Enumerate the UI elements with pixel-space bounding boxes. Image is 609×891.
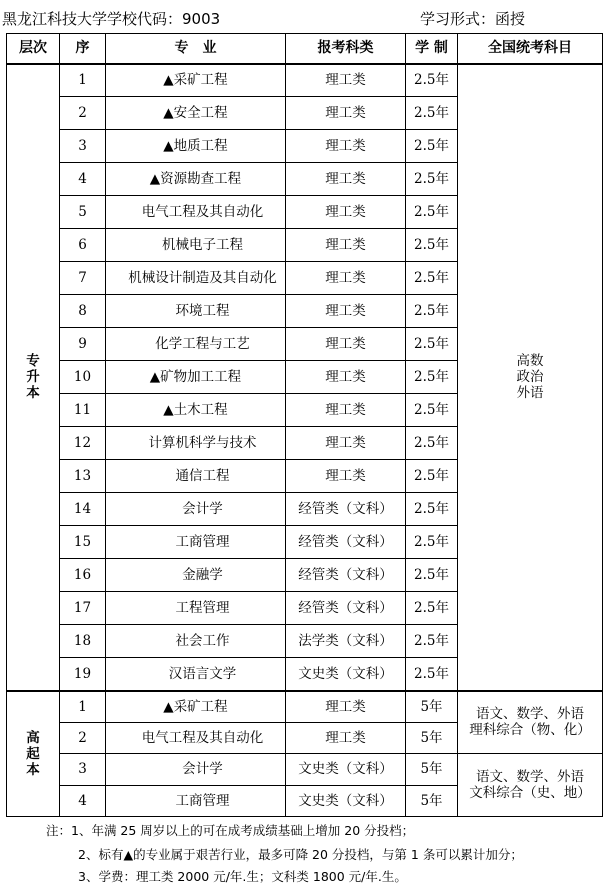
row-major: 电气工程及其自动化 — [106, 722, 286, 754]
note-1: 注：1、年满 25 周岁以上的可在成考成绩基础上增加 20 分投档； — [46, 823, 415, 838]
row-no: 14 — [60, 493, 106, 526]
row-category: 经管类（文科） — [286, 526, 406, 559]
row-no: 11 — [60, 394, 106, 427]
subject: 文科综合（史、地） — [469, 785, 591, 801]
table-header-row — [7, 34, 603, 64]
subject: 语文、数学、外语 — [476, 706, 584, 723]
row-major: 环境工程 — [106, 295, 286, 328]
row-category: 文史类（文科） — [286, 754, 406, 786]
row-duration: 5年 — [406, 691, 458, 723]
row-duration: 5年 — [406, 785, 458, 817]
row-duration: 2.5年 — [406, 328, 458, 361]
level-char: 起 — [26, 745, 40, 762]
row-major: 计算机科学与技术 — [106, 427, 286, 460]
col-header-level: 层次 — [7, 34, 60, 64]
row-duration: 2.5年 — [406, 130, 458, 163]
col-header-category: 报考科类 — [286, 34, 406, 64]
row-duration: 2.5年 — [406, 658, 458, 691]
row-duration: 2.5年 — [406, 625, 458, 658]
row-duration: 2.5年 — [406, 295, 458, 328]
table-row — [7, 64, 603, 97]
row-no: 4 — [60, 785, 106, 817]
row-duration: 2.5年 — [406, 394, 458, 427]
row-category: 理工类 — [286, 229, 406, 262]
row-major: ▲土木工程 — [106, 394, 286, 427]
row-duration: 2.5年 — [406, 196, 458, 229]
row-major: 机械设计制造及其自动化 — [106, 262, 286, 295]
row-major: 通信工程 — [106, 460, 286, 493]
row-duration: 2.5年 — [406, 493, 458, 526]
row-no: 2 — [60, 722, 106, 754]
level-gqb — [7, 691, 60, 817]
row-duration: 2.5年 — [406, 97, 458, 130]
row-major: ▲采矿工程 — [106, 64, 286, 97]
row-category: 文史类（文科） — [286, 658, 406, 691]
col-header-major: 专 业 — [106, 34, 286, 64]
row-category: 理工类 — [286, 361, 406, 394]
page-header — [0, 6, 609, 32]
row-major: 金融学 — [106, 559, 286, 592]
row-no: 4 — [60, 163, 106, 196]
subject: 高数 — [516, 353, 544, 369]
row-major: 会计学 — [106, 493, 286, 526]
row-major: ▲资源勘查工程 — [106, 163, 286, 196]
row-duration: 5年 — [406, 754, 458, 786]
row-no: 5 — [60, 196, 106, 229]
row-category: 理工类 — [286, 130, 406, 163]
row-major: ▲矿物加工工程 — [106, 361, 286, 394]
row-category: 理工类 — [286, 163, 406, 196]
level-char: 本 — [26, 761, 40, 778]
row-no: 7 — [60, 262, 106, 295]
level-zsb — [7, 64, 60, 691]
col-header-subjects: 全国统考科目 — [458, 34, 603, 64]
row-major: ▲地质工程 — [106, 130, 286, 163]
row-duration: 2.5年 — [406, 262, 458, 295]
row-no: 6 — [60, 229, 106, 262]
row-major: 机械电子工程 — [106, 229, 286, 262]
row-category: 理工类 — [286, 295, 406, 328]
row-major: 工商管理 — [106, 785, 286, 817]
row-no: 13 — [60, 460, 106, 493]
subject: 语文、数学、外语 — [476, 769, 584, 785]
row-category: 理工类 — [286, 394, 406, 427]
row-category: 理工类 — [286, 427, 406, 460]
table-row — [7, 691, 603, 723]
row-category: 理工类 — [286, 691, 406, 723]
row-no: 18 — [60, 625, 106, 658]
row-no: 12 — [60, 427, 106, 460]
row-category: 文史类（文科） — [286, 785, 406, 817]
row-major: 化学工程与工艺 — [106, 328, 286, 361]
row-major: 工商管理 — [106, 526, 286, 559]
row-category: 法学类（文科） — [286, 625, 406, 658]
row-category: 理工类 — [286, 196, 406, 229]
row-no: 1 — [60, 64, 106, 97]
col-header-duration: 学 制 — [406, 34, 458, 64]
row-no: 10 — [60, 361, 106, 394]
row-major: ▲安全工程 — [106, 97, 286, 130]
row-no: 17 — [60, 592, 106, 625]
subjects-zsb — [458, 64, 603, 691]
row-duration: 5年 — [406, 722, 458, 754]
row-duration: 2.5年 — [406, 427, 458, 460]
row-no: 1 — [60, 691, 106, 723]
row-major: 汉语言文学 — [106, 658, 286, 691]
subjects-gqb-sci — [458, 691, 603, 754]
row-duration: 2.5年 — [406, 559, 458, 592]
row-category: 经管类（文科） — [286, 493, 406, 526]
row-category: 理工类 — [286, 328, 406, 361]
row-no: 16 — [60, 559, 106, 592]
row-no: 2 — [60, 97, 106, 130]
row-duration: 2.5年 — [406, 64, 458, 97]
note-2: 2、标有▲的专业属于艰苦行业，最多可降 20 分投档，与第 1 条可以累计加分； — [78, 847, 523, 862]
subject: 外语 — [516, 385, 544, 401]
row-major: 工程管理 — [106, 592, 286, 625]
row-no: 15 — [60, 526, 106, 559]
row-duration: 2.5年 — [406, 163, 458, 196]
row-duration: 2.5年 — [406, 592, 458, 625]
row-category: 理工类 — [286, 460, 406, 493]
row-category: 理工类 — [286, 64, 406, 97]
row-no: 9 — [60, 328, 106, 361]
level-char: 本 — [26, 385, 40, 401]
row-major: 电气工程及其自动化 — [106, 196, 286, 229]
row-category: 理工类 — [286, 722, 406, 754]
row-no: 8 — [60, 295, 106, 328]
subject: 政治 — [516, 369, 544, 385]
row-major: ▲采矿工程 — [106, 691, 286, 723]
level-char: 升 — [26, 369, 40, 385]
admissions-table — [6, 33, 603, 817]
row-category: 经管类（文科） — [286, 592, 406, 625]
row-no: 3 — [60, 130, 106, 163]
row-category: 理工类 — [286, 97, 406, 130]
table-row — [7, 754, 603, 786]
note-3: 3、学费：理工类 2000 元/年.生；文科类 1800 元/年.生。 — [78, 869, 407, 884]
row-major: 会计学 — [106, 754, 286, 786]
row-no: 19 — [60, 658, 106, 691]
subjects-gqb-arts — [458, 754, 603, 817]
row-category: 理工类 — [286, 262, 406, 295]
row-duration: 2.5年 — [406, 229, 458, 262]
study-form: 学习形式：函授 — [420, 10, 526, 28]
row-duration: 2.5年 — [406, 460, 458, 493]
col-header-no: 序 — [60, 34, 106, 64]
level-char: 专 — [26, 353, 40, 369]
row-category: 经管类（文科） — [286, 559, 406, 592]
row-duration: 2.5年 — [406, 361, 458, 394]
school-code: 黑龙江科技大学学校代码：9003 — [2, 10, 221, 28]
row-no: 3 — [60, 754, 106, 786]
level-char: 高 — [26, 729, 40, 746]
row-major: 社会工作 — [106, 625, 286, 658]
table-body — [7, 64, 603, 817]
row-duration: 2.5年 — [406, 526, 458, 559]
subject: 理科综合（物、化） — [469, 722, 591, 739]
